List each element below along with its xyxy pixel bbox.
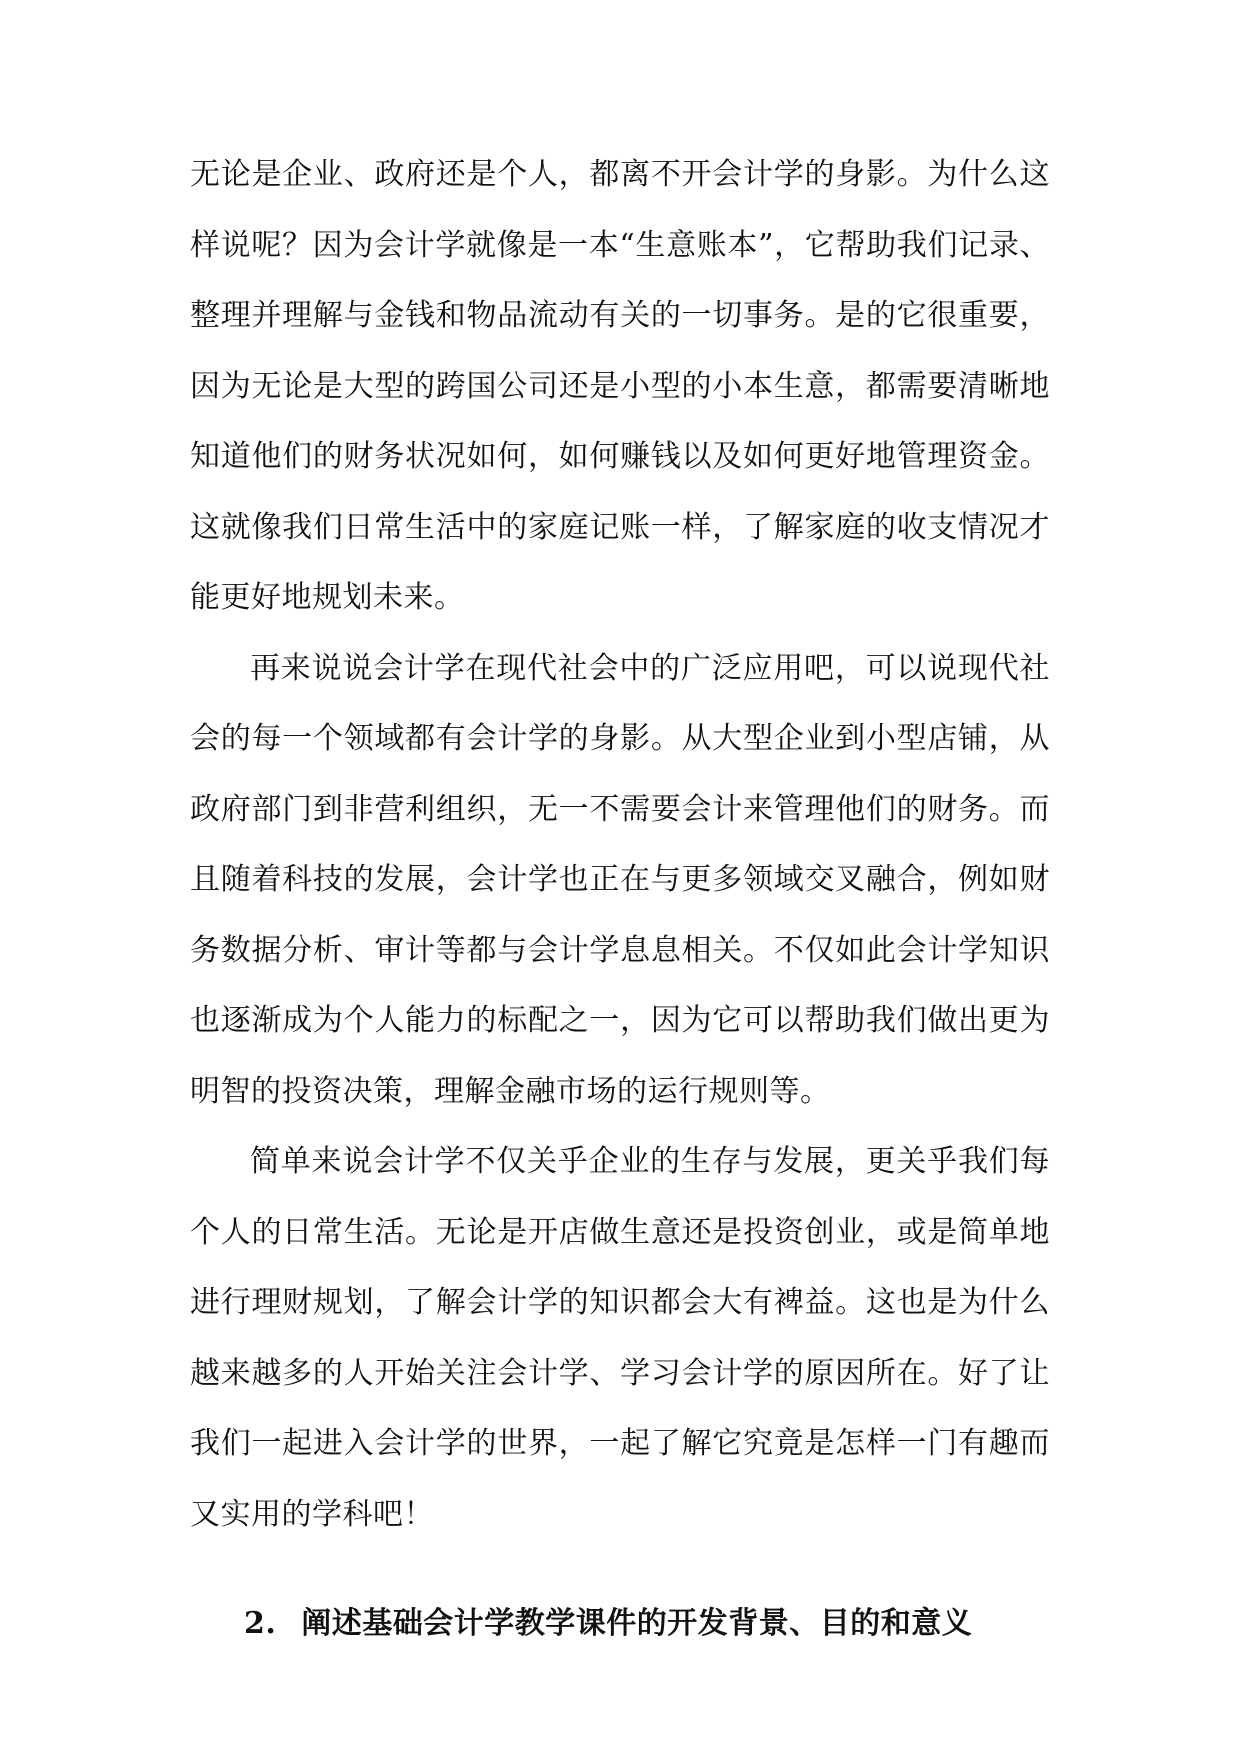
document-body (190, 140, 1050, 1654)
section-heading-number: 2. (244, 1606, 277, 1641)
body-paragraph-1: 无论是企业、政府还是个人，都离不开会计学的身影。为什么这样说呢？因为会计学就像是一本“生意账本”，它帮助我们记录、整理并理解与金钱和物品流动有关的一切事务。是的它很重要，因为无论是大型的跨国公司还是小型的小本生意，都需要清晰地知道他们的财务状况如何，如何赚钱以及如何更好地管理资金。这就像我们日常生活中的家庭记账一样，了解家庭的收支情况才能更好地规划未来。 (190, 157, 1050, 615)
section-heading (190, 1594, 1050, 1654)
section-heading-text: 阐述基础会计学教学课件的开发背景、目的和意义 (301, 1606, 973, 1641)
body-paragraph-3: 简单来说会计学不仅关乎企业的生存与发展，更关乎我们每个人的日常生活。无论是开店做生意还是投资创业，或是简单地进行理财规划，了解会计学的知识都会大有裨益。这也是为什么越来越多的人开始关注会计学、学习会计学的原因所在。好了让我们一起进入会计学的世界，一起了解它究竟是怎样一门有趣而又实用的学科吧！ (190, 1144, 1050, 1532)
body-paragraph-2: 再来说说会计学在现代社会中的广泛应用吧，可以说现代社会的每一个领域都有会计学的身影。从大型企业到小型店铺，从政府部门到非营利组织，无一不需要会计来管理他们的财务。而且随着科技的发展，会计学也正在与更多领域交叉融合，例如财务数据分析、审计等都与会计学息息相关。不仅如此会计学知识也逐渐成为个人能力的标配之一，因为它可以帮助我们做出更为明智的投资决策，理解金融市场的运行规则等。 (190, 650, 1050, 1109)
